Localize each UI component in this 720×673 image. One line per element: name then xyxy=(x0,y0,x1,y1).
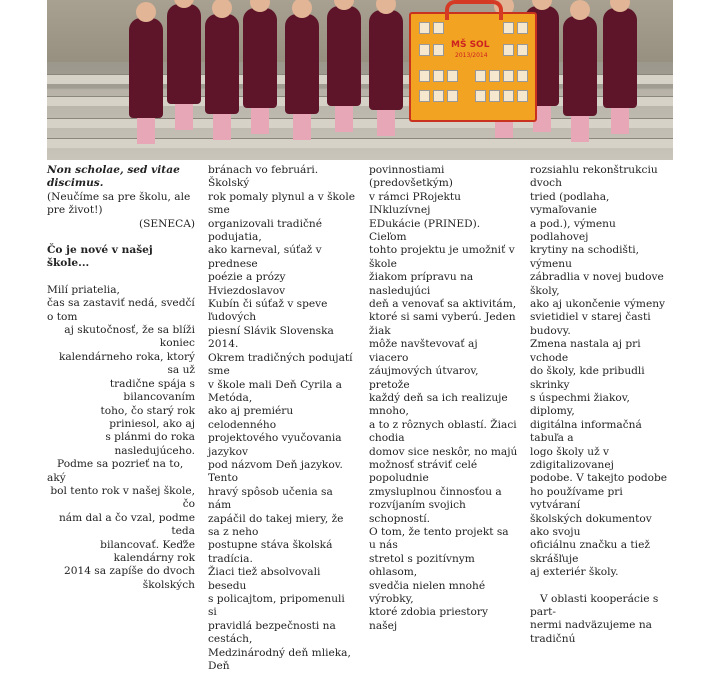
portrait-tile xyxy=(419,90,430,102)
text-line: každý deň sa ich realizuje mnoho, xyxy=(369,391,508,418)
text-line: svietidiel v starej časti budovy. xyxy=(530,311,651,337)
portrait-tile xyxy=(419,70,430,82)
text-line: svedčia nielen mnohé výrobky, xyxy=(369,579,486,605)
text-line: rozsiahlu rekonštrukciu dvoch xyxy=(530,164,658,190)
text-line: Žiaci tiež absolvovali besedu xyxy=(208,566,321,592)
text-line: Kubín či súťaž v speve ľudových xyxy=(208,298,328,324)
portrait-tile xyxy=(517,22,528,34)
text-line: piesní Slávik Slovenska 2014. xyxy=(208,324,334,351)
text-line: domov sice neskôr, no majú xyxy=(369,445,518,458)
text-line: aj exteriér školy. xyxy=(530,566,619,579)
portrait-tile xyxy=(503,70,514,82)
greeting: Milí priatelia, xyxy=(47,283,120,296)
text-line: EDukácie (PRINED). Cieľom xyxy=(369,217,481,244)
portrait-tile xyxy=(433,70,444,82)
text-line: poézie a prózy Hviezdoslavov xyxy=(208,271,286,297)
text-line: bránach vo februári. Školský xyxy=(208,164,319,190)
text-line: oficiálnu značku a tiež skrášľuje xyxy=(530,539,650,565)
text-line: školských dokumentov ako svoju xyxy=(530,512,652,538)
portrait-tile xyxy=(475,90,486,102)
column-1 xyxy=(47,164,195,592)
text-line: záujmových útvarov, pretože xyxy=(369,365,479,391)
text-line: organizovali tradičné podujatia, xyxy=(208,217,322,244)
text-line: zábradlia v novej budove školy, xyxy=(530,271,664,297)
text-line: ktoré si sami vyberú. Jeden žiak xyxy=(369,311,516,337)
text-line: s policajtom, pripomenuli si xyxy=(208,593,345,619)
text-line: podobe. V takejto podobe xyxy=(530,472,668,485)
text-line: tohto projektu je umožniť v škole xyxy=(369,244,515,270)
text-line: s úspechmi žiakov, diplomy, xyxy=(530,391,630,418)
text-line: rok pomaly plynul a v škole sme xyxy=(208,190,355,217)
text-line: hravý spôsob učenia sa nám xyxy=(208,485,333,512)
text-line: možnosť stráviť celé popoludnie xyxy=(369,458,478,485)
portrait-tile xyxy=(517,44,528,56)
text-line: digitálna informačná tabuľa a xyxy=(530,418,642,445)
column-4 xyxy=(530,164,673,646)
portrait-tile xyxy=(433,44,444,56)
text-line: logo školy už v zdigitalizovanej xyxy=(530,445,614,471)
text-line: môže navštevovať aj viacero xyxy=(369,338,478,364)
text-line: povinnostiami (predovšetkým) xyxy=(369,164,453,190)
portrait-tile xyxy=(419,22,430,34)
section-heading: Čo je nové v našej škole... xyxy=(47,244,153,270)
board-year: 2013/2014 xyxy=(455,52,488,59)
child-figure xyxy=(603,8,637,108)
portrait-tile xyxy=(517,90,528,102)
text-line: O tom, že tento projekt sa u nás xyxy=(369,525,509,552)
text-line: projektového vyučovania jazykov xyxy=(208,432,342,458)
portrait-tile xyxy=(433,90,444,102)
motto-author: (SENECA) xyxy=(138,217,195,230)
text-line: žiakom prípravu na nasledujúci xyxy=(369,271,474,297)
text-line: v škole mali Deň Cyrila a Metóda, xyxy=(208,378,342,404)
portrait-tile xyxy=(433,22,444,34)
board-handle xyxy=(445,0,503,20)
text-line: deň a venovať sa aktivitám, xyxy=(369,298,517,311)
portrait-tile xyxy=(489,90,500,102)
text-line: krytiny na schodišti, výmenu xyxy=(530,244,639,270)
text-line: a pod.), výmenu podlahovej xyxy=(530,217,616,244)
text-line: a to z rôznych oblastí. Žiaci chodia xyxy=(369,418,517,445)
child-figure xyxy=(327,6,361,106)
class-photo xyxy=(47,0,673,160)
text-line: Okrem tradičných podujatí sme xyxy=(208,351,353,378)
text-line: ako karneval, súťaž v prednese xyxy=(208,244,322,270)
portrait-tile xyxy=(503,22,514,34)
motto-latin: Non scholae, sed vitae discimus. xyxy=(47,164,180,190)
text-line: zmysluplnou činnosťou a xyxy=(369,485,502,498)
text-line: nermi nadväzujeme na tradičnú xyxy=(530,619,652,645)
text-line: V oblasti kooperácie s part- xyxy=(530,592,659,618)
blank-line xyxy=(530,580,673,593)
child-figure xyxy=(243,8,277,108)
text-line: rozvíjaním svojich schopností. xyxy=(369,499,466,525)
portrait-tile xyxy=(503,90,514,102)
paragraph-1: čas sa zastaviť nedá, svedčí o tom aj skutočnosť, že sa blíži koniec kalendárneho roka, ktorý sa už tradične spája s bilancovaním toho, čo starý rok priniesol, ako aj s plánmi do roka nasledujúceho. xyxy=(47,297,195,457)
text-line: Zmena nastala aj pri vchode xyxy=(530,338,641,364)
child-figure xyxy=(563,16,597,116)
board-title: MŠ SOL xyxy=(451,40,490,50)
column-3 xyxy=(369,164,518,633)
text-line: v rámci PRojektu INkluzívnej xyxy=(369,190,462,217)
text-line: ktoré zdobia priestory našej xyxy=(369,606,488,632)
portrait-tile xyxy=(447,90,458,102)
child-figure xyxy=(167,4,201,104)
portrait-tile xyxy=(419,44,430,56)
text-line: ho používame pri vytváraní xyxy=(530,485,623,512)
text-line: Medzinárodný deň mlieka, Deň xyxy=(208,646,351,673)
portrait-tile xyxy=(475,70,486,82)
portrait-tile xyxy=(517,70,528,82)
text-line: ako aj premiéru celodenného xyxy=(208,405,294,431)
text-line: tried (podlaha, vymaľovanie xyxy=(530,190,610,217)
child-figure xyxy=(285,14,319,114)
text-line: do školy, kde pribudli skrinky xyxy=(530,365,645,391)
motto-translation: (Neučíme sa pre školu, ale pre život!) xyxy=(47,190,191,217)
paragraph-2: Podme sa pozrieť na to, aký bol tento rok v našej škole, čo nám dal a čo vzal, podme teda bilancovať. Keďže kalendárny rok 2014 sa zapíše do dvoch školských xyxy=(47,458,195,591)
text-line: pravidlá bezpečnosti na cestách, xyxy=(208,619,336,646)
child-figure xyxy=(205,14,239,114)
portrait-tile xyxy=(489,70,500,82)
portrait-tile xyxy=(503,44,514,56)
text-line: stretol s pozitívnym ohlasom, xyxy=(369,552,475,579)
portrait-tile xyxy=(447,70,458,82)
child-figure xyxy=(129,18,163,118)
text-line: pod názvom Deň jazykov. Tento xyxy=(208,458,343,485)
class-board xyxy=(409,12,537,122)
text-line: ako aj ukončenie výmeny xyxy=(530,298,666,311)
text-line: zapáčil do takej miery, že sa z neho xyxy=(208,512,344,538)
column-2 xyxy=(208,164,356,673)
text-line: postupne stáva školská tradícia. xyxy=(208,539,333,565)
child-figure xyxy=(369,10,403,110)
